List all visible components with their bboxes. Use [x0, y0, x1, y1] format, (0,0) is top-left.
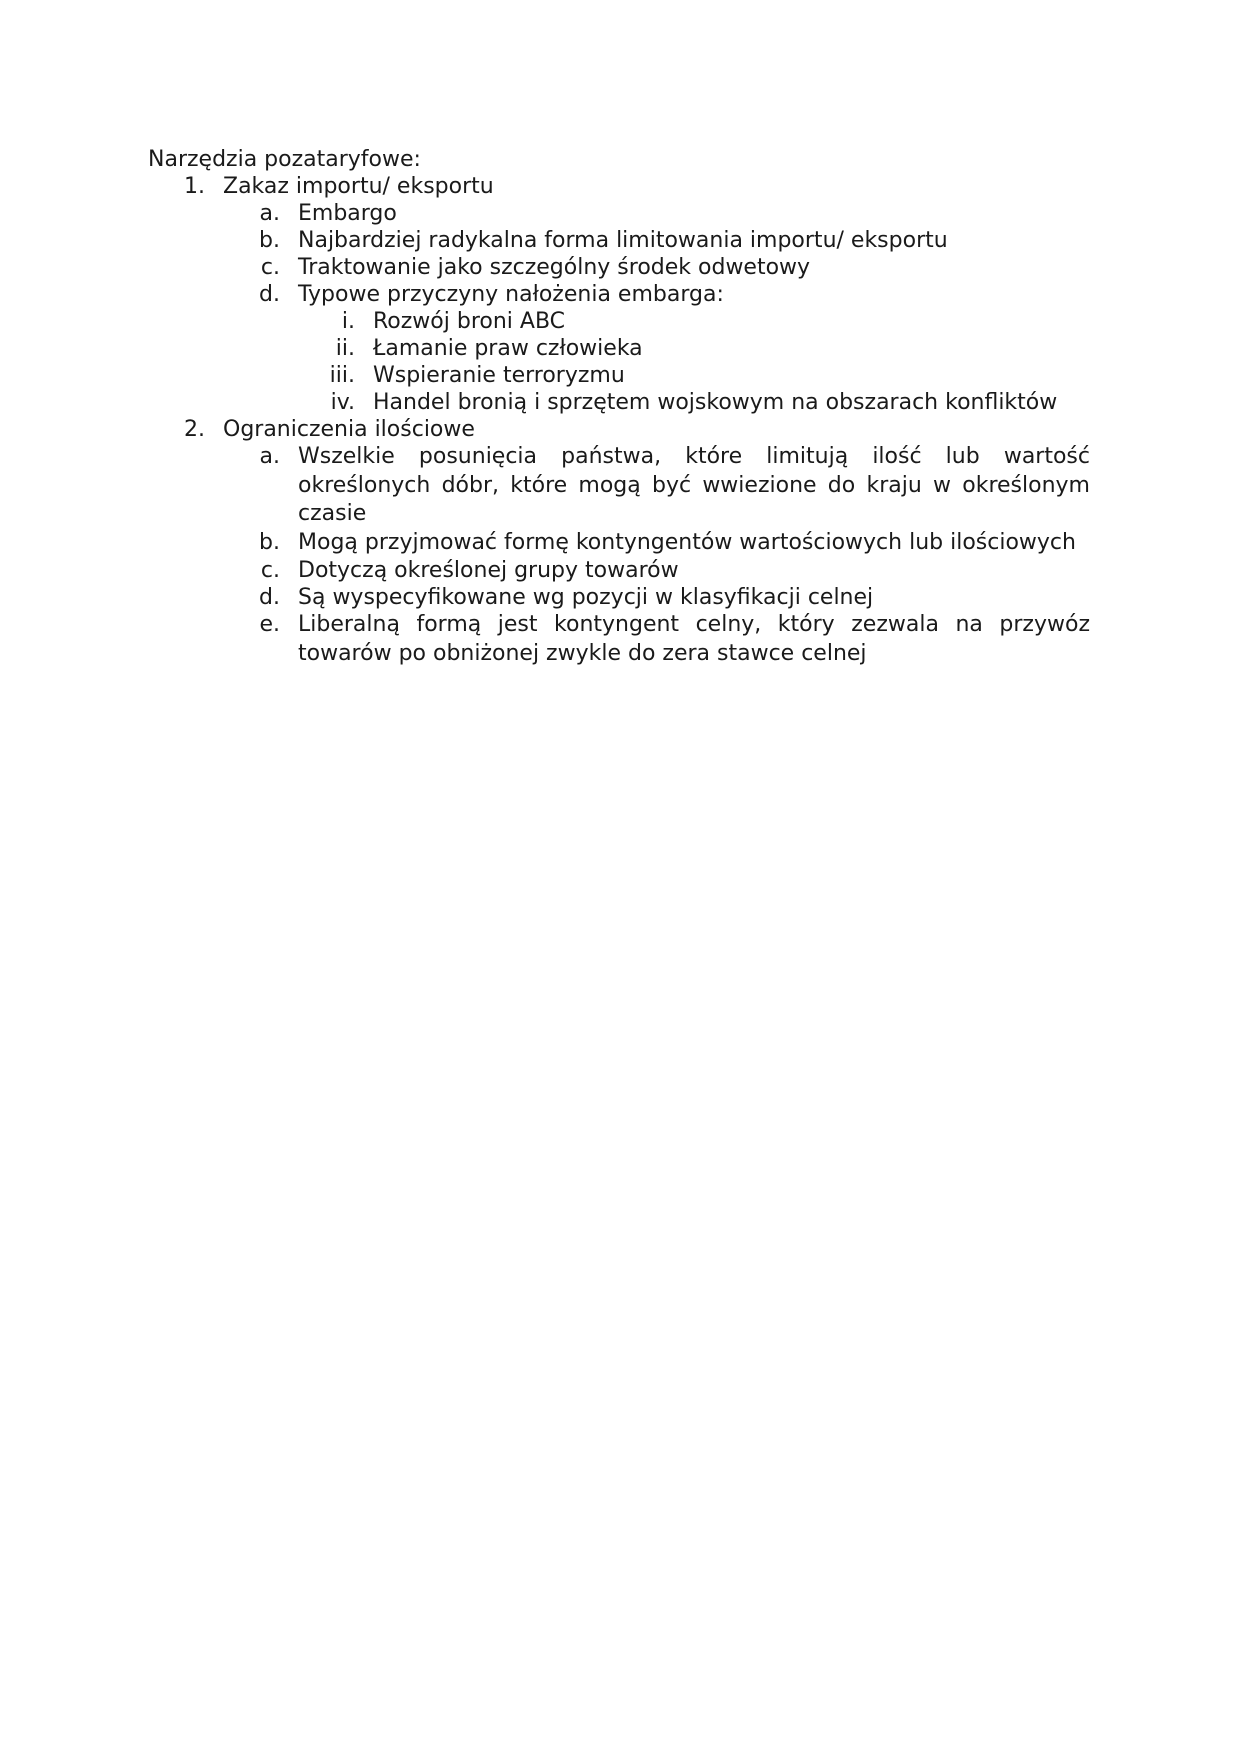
list-item	[148, 557, 1090, 584]
list-item	[148, 389, 1090, 416]
list-item-text: Dotyczą określonej grupy towarów	[298, 558, 679, 583]
list-marker: b.	[259, 228, 280, 253]
list-item-text: Są wyspecyfikowane wg pozycji w klasyfikacji celnej	[298, 585, 874, 610]
list-item-text: Liberalną formą jest kontyngent celny, który zezwala na przywóz towarów po obniżonej zwykle do zera stawce celnej	[298, 612, 1090, 666]
list-marker: b.	[259, 529, 280, 555]
list-marker: a.	[259, 201, 280, 226]
list-item	[148, 227, 1090, 254]
list-item-text: Rozwój broni ABC	[373, 309, 566, 334]
list-item-text: Ograniczenia ilościowe	[223, 417, 475, 442]
list-marker: a.	[259, 444, 280, 469]
list-marker: iii.	[329, 363, 355, 388]
list-item-text: Traktowanie jako szczególny środek odwetowy	[298, 255, 811, 280]
list-item	[148, 416, 1090, 443]
list-marker: c.	[260, 558, 280, 583]
list-item	[148, 200, 1090, 227]
list-marker: i.	[341, 309, 355, 334]
document-heading: Narzędzia pozataryfowe:	[148, 147, 421, 172]
list-item-text: Łamanie praw człowieka	[373, 336, 643, 361]
list-item-text: Zakaz importu/ eksportu	[223, 174, 494, 199]
list-item-text: Handel bronią i sprzętem wojskowym na obszarach konfliktów	[373, 390, 1058, 415]
list-item-text: Wspieranie terroryzmu	[373, 363, 625, 388]
list-item	[148, 611, 1090, 668]
list-item	[148, 335, 1090, 362]
list-item-text: Najbardziej radykalna forma limitowania importu/ eksportu	[298, 228, 948, 253]
list-marker: iv.	[330, 390, 355, 415]
list-item-text: Wszelkie posunięcia państwa, które limitują ilość lub wartość określonych dóbr, które mogą być wwiezione do kraju w określonym czasie	[298, 444, 1090, 526]
list-marker: 1.	[184, 174, 205, 199]
list-item	[148, 362, 1090, 389]
document-body	[148, 146, 1090, 668]
list-item	[148, 529, 1090, 558]
list-item-text: Typowe przyczyny nałożenia embarga:	[298, 282, 724, 307]
list-item	[148, 584, 1090, 611]
list-item-text: Embargo	[298, 201, 397, 226]
list-item-text: Mogą przyjmować formę kontyngentów wartościowych lub ilościowych	[298, 529, 1076, 555]
list-marker: d.	[259, 585, 280, 610]
list-item	[148, 281, 1090, 308]
list-marker: 2.	[184, 417, 205, 442]
list-marker: c.	[260, 255, 280, 280]
list-item	[148, 254, 1090, 281]
list-marker: d.	[259, 282, 280, 307]
list-marker: ii.	[335, 336, 355, 361]
list-item	[148, 443, 1090, 529]
list-item	[148, 308, 1090, 335]
list-item	[148, 173, 1090, 200]
list-marker: e.	[259, 612, 280, 637]
